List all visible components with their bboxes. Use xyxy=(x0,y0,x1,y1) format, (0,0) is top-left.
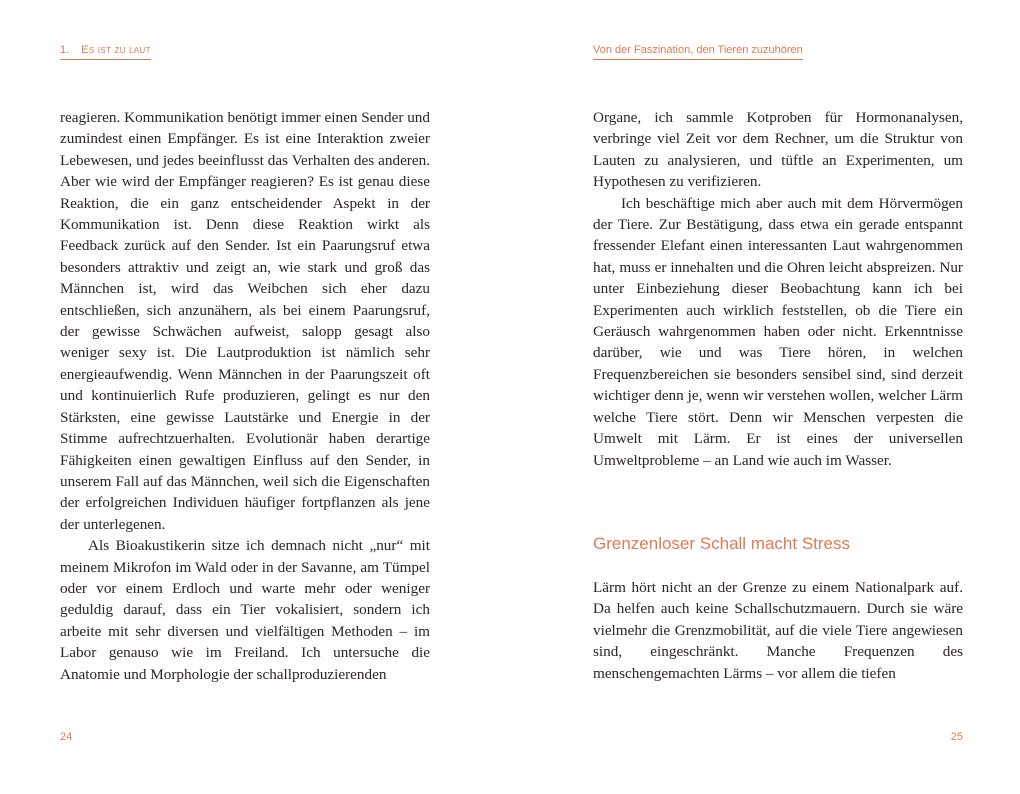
paragraph: Lärm hört nicht an der Grenze zu einem Nationalpark auf. Da helfen auch keine Schallschutzmauern. Durch sie wäre vielmehr die Grenzmobilität, auf die viele Tiere angewiesen sind, eingeschränkt. Manche Frequenzen des menschengemachten Lärms – vor allem die tiefen xyxy=(593,579,963,682)
section-body-text xyxy=(593,577,963,684)
left-body-text xyxy=(60,107,430,685)
paragraph: Ich beschäftige mich aber auch mit dem Hörvermögen der Tiere. Zur Bestätigung, dass etwa ein gerade entspannt fressender Elefant einen interessanten Laut wahrgenommen hat, muss er innehalten und die Ohren leicht abspreizen. Nur unter Einbeziehung dieser Beobachtung kann ich bei Experimenten auch wirklich feststellen, ob die Tiere ein Geräusch wahrgenommen haben oder nicht. Erkenntnisse darüber, wie und was Tiere hören, in welchen Frequenzbereichen sie besonders sensibel sind, sind derzeit wichtiger denn je, wenn wir verstehen wollen, welcher Lärm welche Tiere stört. Denn wir Menschen verpesten die Umwelt mit Lärm. Er ist eines der universellen Umweltprobleme – an Land wie auch im Wasser. xyxy=(593,194,963,469)
right-body-text xyxy=(593,107,963,471)
section-running-title: Von der Faszination, den Tieren zuzuhören xyxy=(593,44,803,56)
chapter-title: Es ist zu laut xyxy=(81,44,151,56)
paragraph: reagieren. Kommunikation benötigt immer einen Sender und zumindest einen Empfänger. Es ist eine Interaktion zweier Lebewesen, und jedes beeinflusst das Verhalten des anderen. Aber wie wird der Empfänger reagieren? Es ist genau diese Reaktion, die ein ganz entscheidender Aspekt in der Kommunikation ist. Denn diese Reaktion wirkt als Feedback zurück auf den Sender. Ist ein Paarungsruf etwa besonders attraktiv und zeigt an, wie stark und groß das Männchen ist, wird das Weibchen sich eher dazu entschließen, sich anzunähern, als bei einem Paarungsruf, der gewisse Schwächen aufweist, salopp gesagt also weniger sexy ist. Die Lautproduktion ist nämlich sehr energieaufwendig. Wenn Männchen in der Paarungszeit oft und kontinuierlich Rufe produzieren, gelingt es nur den Stärksten, eine gewisse Lautstärke und Energie in der Stimme aufrechtzuerhalten. Evolutionär haben derartige Fähigkeiten einen gewaltigen Einfluss auf den Sender, in unserem Fall auf das Männchen, weil sich die Eigenschaften der erfolgreichen Individuen häufiger fortpflanzen als jene der unterlegenen. xyxy=(60,109,430,533)
running-head-right xyxy=(593,44,803,60)
page-number-right: 25 xyxy=(950,731,963,743)
page-number-left: 24 xyxy=(60,731,73,743)
paragraph: Organe, ich sammle Kotproben für Hormonanalysen, verbringe viel Zeit vor dem Rechner, um die Struktur von Lauten zu analysieren, und tüftle an Experimenten, um Hypothesen zu verifizieren. xyxy=(593,109,963,191)
running-head-left xyxy=(60,44,151,60)
paragraph: Als Bioakustikerin sitze ich demnach nicht „nur“ mit meinem Mikrofon im Wald oder in der Savanne, am Tümpel oder vor einem Erdloch und warte mehr oder weniger geduldig darauf, dass ein Tier vokalisiert, sondern ich arbeite mit sehr diversen und vielfältigen Methoden – im Labor genauso wie im Freiland. Ich untersuche die Anatomie und Morphologie der schallproduzierenden xyxy=(60,537,430,683)
chapter-number: 1. xyxy=(60,44,70,56)
section-heading: Grenzenloser Schall macht Stress xyxy=(593,534,850,553)
right-page xyxy=(593,0,963,794)
left-page xyxy=(60,0,430,794)
